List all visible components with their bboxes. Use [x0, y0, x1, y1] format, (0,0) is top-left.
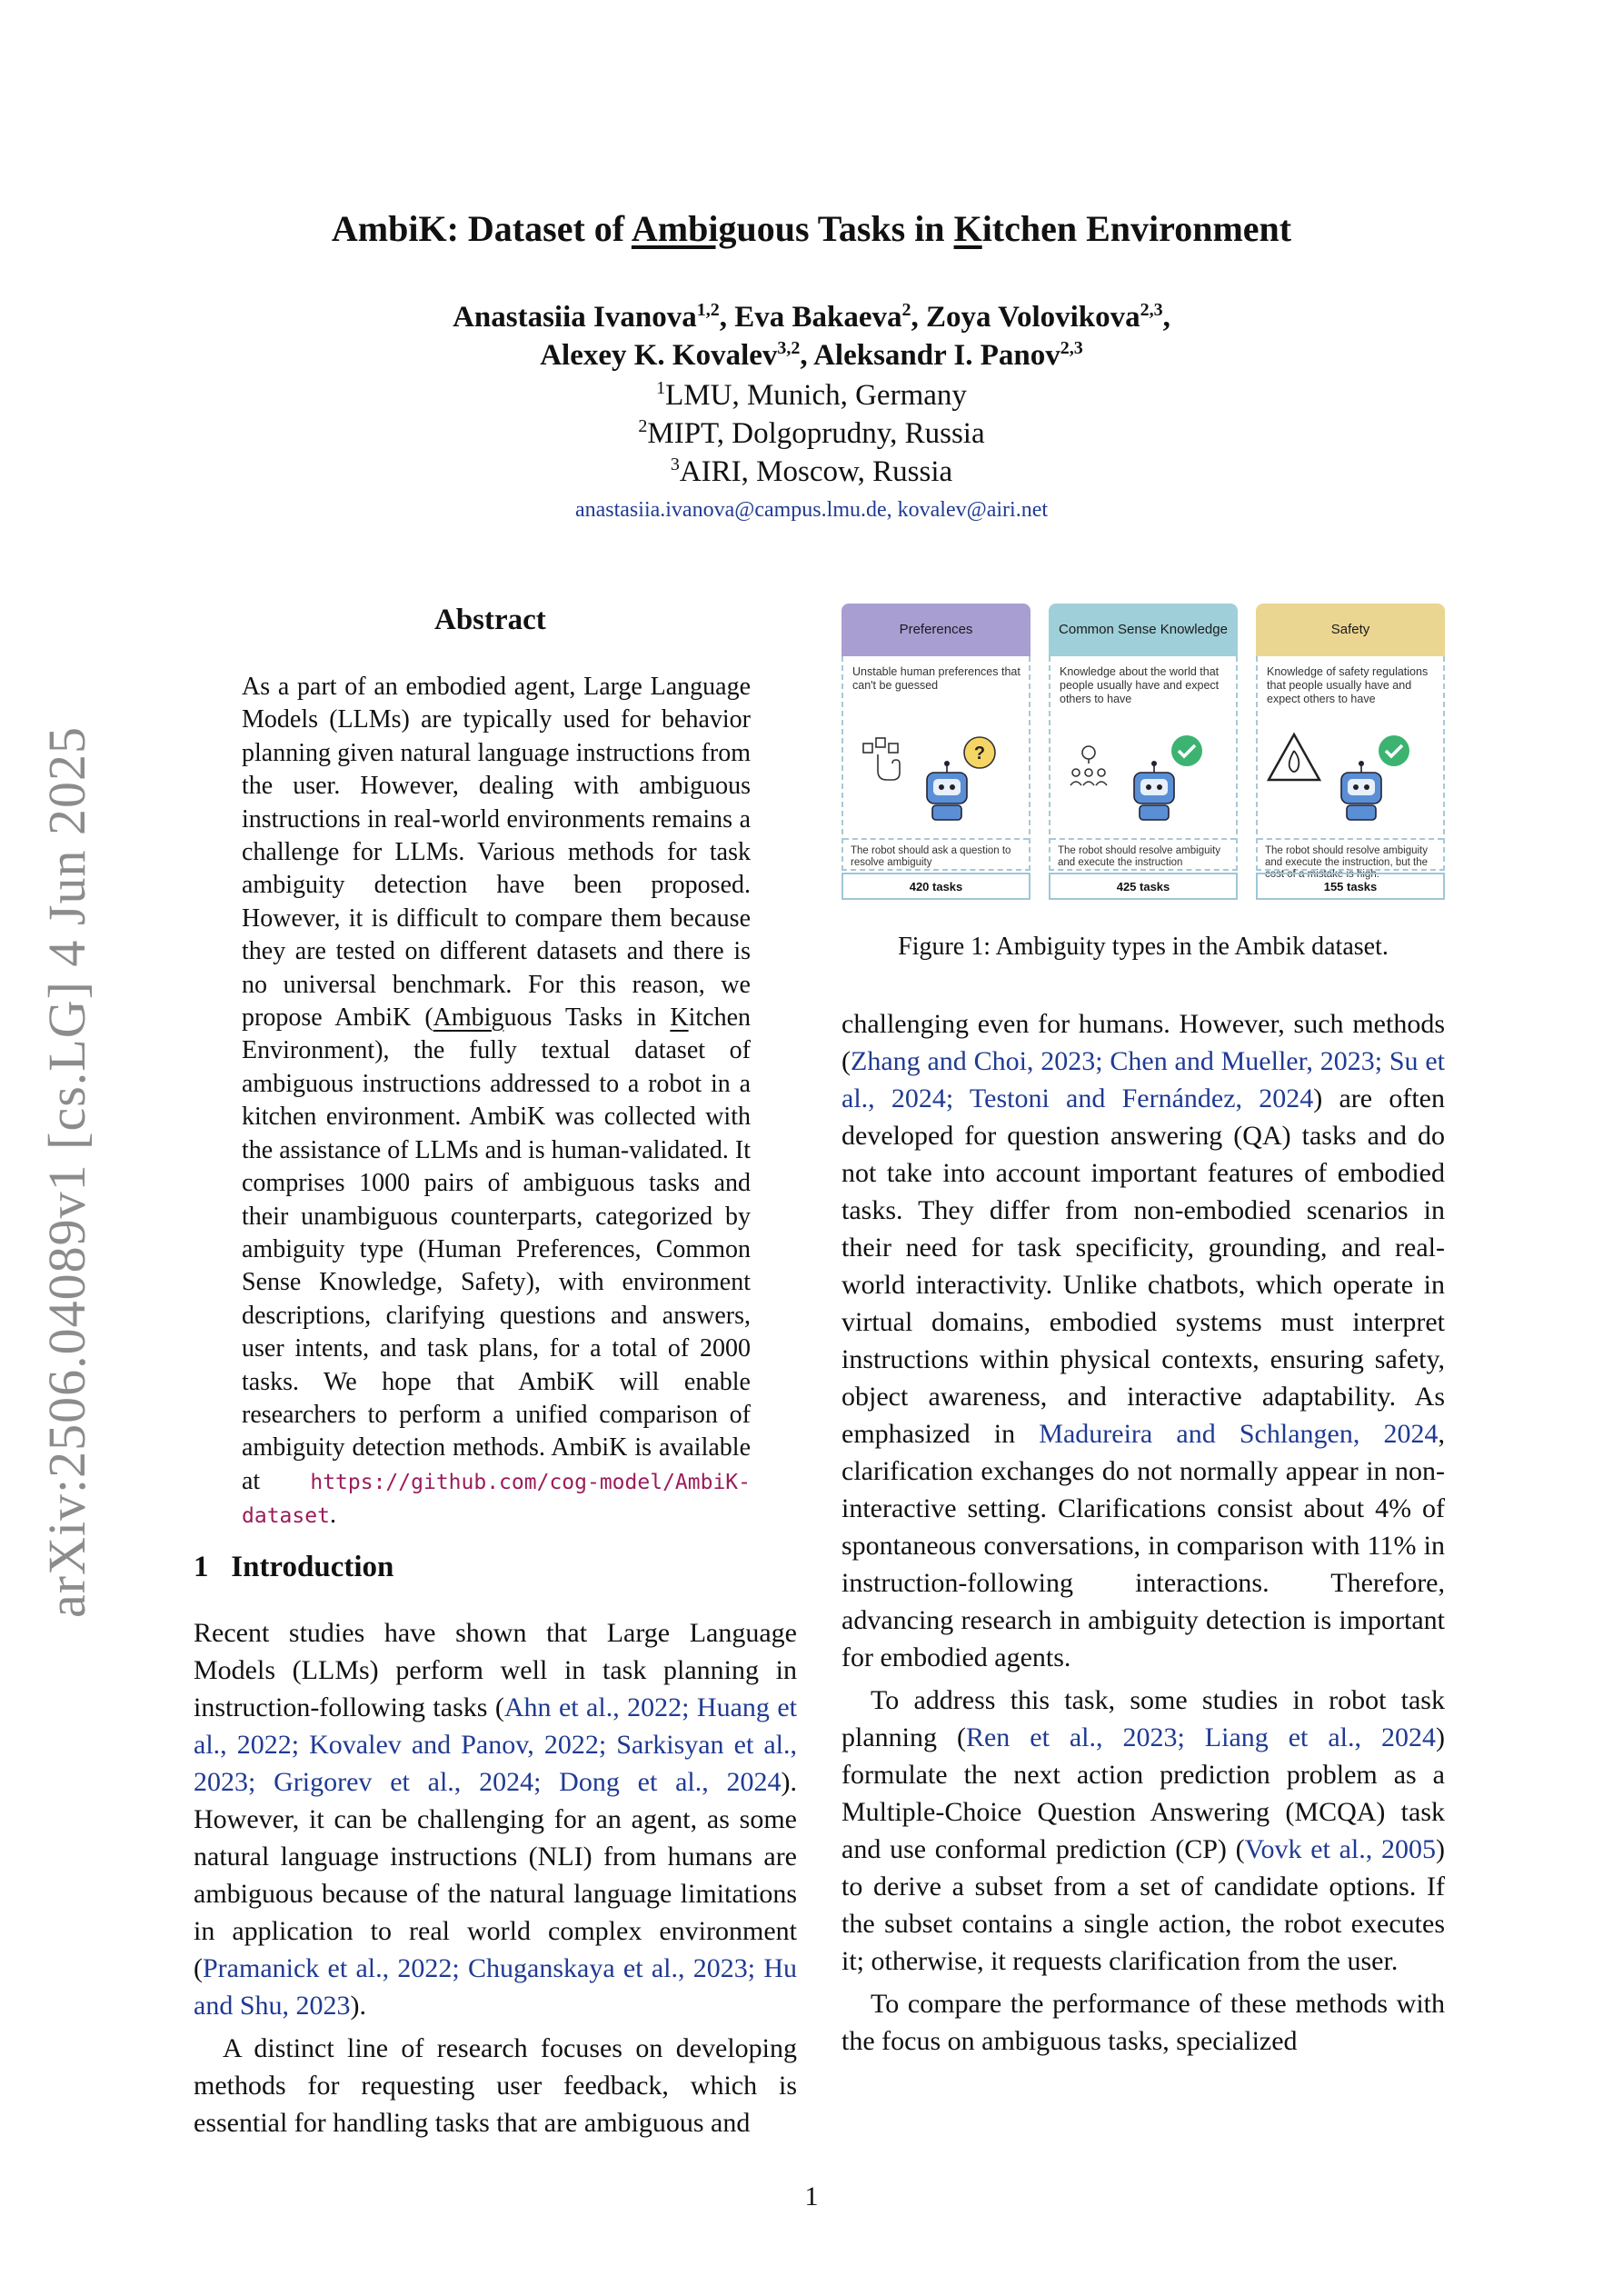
abstract-text: As a part of an embodied agent, Large Language Models (LLMs) are typically used for behavior planning given natural language instructions from the user. However, dealing with ambiguous instructions in real-world environments remains a challenge for LLMs. Various methods for task ambiguity detection have been proposed. However, it is difficult to compare them because they are tested on different datasets and there is no universal benchmark. For this reason, we propose AmbiK (Ambiguous Tasks in Kitchen Environment), the fully textual dataset of ambiguous instructions addressed to a robot in a kitchen environment. AmbiK was collected with the assistance of LLMs and is human-validated. It comprises 1000 pairs of ambiguous tasks and their unambiguous counterparts, categorized by ambiguity type (Human Preferences, Common Sense Knowledge, Safety), with environment descriptions, clarifying questions and answers, user intents, and task plans, for a total of 2000 tasks. We hope that AmbiK will enable researchers to perform a unified comparison of ambiguity detection methods. AmbiK is available at https://github.com/cog-model/AmbiK-dataset.	[242, 673, 751, 1530]
task-count: 420 tasks	[841, 873, 1031, 900]
panel-footer: The robot should ask a question to resolve ambiguity	[843, 838, 1029, 874]
hand-pointing-icon	[863, 738, 900, 780]
panel-safety	[1256, 604, 1445, 905]
paragraph: challenging even for humans. However, such methods (Zhang and Choi, 2023; Chen and Mueller, 2023; Su et al., 2024; Testoni and Fernández, 2024) are often developed for question answering (QA) tasks and do not take into account important features of embodied tasks. They differ from non-embodied scenarios in their need for task specificity, grounding, and real-world interactivity. Unlike chatbots, which operate in virtual domains, embodied systems must interpret instructions within physical contexts, ensuring safety, object awareness, and interactive adaptability. As emphasized in Madureira and Schlangen, 2024, clarification exchanges do not normally appear in non-interactive setting. Clarifications consist about 4% of spontaneous conversations, in comparison with 11% in instruction-following interactions. Therefore, advancing research in ambiguity detection is important for embodied agents.	[841, 1009, 1445, 1672]
task-count: 155 tasks	[1256, 873, 1445, 900]
paragraph: To compare the performance of these methods with the focus on ambiguous tasks, specialized	[841, 1989, 1445, 2056]
arxiv-identifier: arXiv:2506.04089v1 [cs.LG] 4 Jun 2025	[37, 725, 96, 1618]
panel-description: Knowledge about the world that people usually have and expect others to have	[1060, 665, 1220, 705]
author-list: Anastasiia Ivanova$^{1,2}$, Eva Bakaeva$^2$, Zoya Volovikova$^{2,3}$, Alexey K. Kovalev$^{3,2}$, Aleksandr I. Panov$^{2,3}$	[453, 300, 1170, 372]
left-column-body	[194, 1614, 797, 2141]
author-emails[interactable]: anastasiia.ivanova@campus.lmu.de, kovalev@airi.net	[574, 498, 1049, 522]
panel-title: Preferences	[841, 604, 1031, 656]
robot-icon	[927, 761, 967, 820]
citation-link[interactable]: Pramanick et al., 2022; Chuganskaya et al., 2023; Hu and Shu, 2023	[194, 1953, 797, 2021]
robot-illustration	[1258, 707, 1447, 834]
figure-ambiguity-types	[841, 604, 1445, 913]
panel-common-sense	[1049, 604, 1238, 905]
citation-link[interactable]: Vovk et al., 2005	[1244, 1834, 1436, 1864]
page-number: 1	[804, 2181, 819, 2211]
svg-text:?: ?	[973, 744, 986, 764]
fire-warning-icon	[1269, 734, 1319, 780]
abstract-heading: Abstract	[434, 604, 546, 636]
dataset-url-link[interactable]: https://github.com/cog-model/AmbiK-dataset	[242, 1470, 751, 1529]
panel-title: Safety	[1256, 604, 1445, 656]
panel-title: Common Sense Knowledge	[1049, 604, 1238, 656]
panel-footer: The robot should resolve ambiguity and execute the instruction	[1050, 838, 1236, 874]
paper-title: AmbiK: Dataset of Ambiguous Tasks in Kitchen Environment	[331, 208, 1292, 249]
task-count: 425 tasks	[1049, 873, 1238, 900]
citation-link[interactable]: Ren et al., 2023; Liang et al., 2024	[965, 1722, 1436, 1752]
robot-icon	[1134, 761, 1174, 820]
section-heading: 1 Introduction	[194, 1551, 394, 1583]
affiliation-2: $^2$MIPT, Dolgoprudny, Russia	[638, 416, 985, 450]
check-icon	[1171, 735, 1202, 766]
robot-illustration	[843, 707, 1032, 834]
robot-icon	[1341, 761, 1381, 820]
panel-footer: The robot should resolve ambiguity and execute the instruction, but the cost of a mistake is high.	[1258, 838, 1443, 886]
figure-caption: Figure 1: Ambiguity types in the Ambik dataset.	[898, 933, 1389, 961]
citation-link[interactable]: Zhang and Choi, 2023; Chen and Mueller, 2023; Su et al., 2024; Testoni and Fernández, 2024	[841, 1046, 1445, 1113]
affiliation-3: $^3$AIRI, Moscow, Russia	[670, 454, 953, 488]
paragraph: A distinct line of research focuses on developing methods for requesting user feedback, which is essential for handling tasks that are ambiguous and	[194, 2033, 797, 2138]
question-mark-icon	[964, 737, 995, 768]
citation-link[interactable]: Madureira and Schlangen, 2024	[1039, 1419, 1439, 1449]
panel-description: Knowledge of safety regulations that people usually have and expect others to have	[1267, 665, 1429, 705]
check-icon	[1379, 735, 1409, 766]
lightbulb-people-icon	[1070, 746, 1107, 785]
panel-preferences	[841, 604, 1031, 905]
paragraph: Recent studies have shown that Large Language Models (LLMs) perform well in task planning in instruction-following tasks (Ahn et al., 2022; Huang et al., 2022; Kovalev and Panov, 2022; Sarkisyan et al., 2023; Grigorev et al., 2024; Dong et al., 2024). However, it can be challenging for an agent, as some natural language instructions (NLI) from humans are ambiguous because of the natural language limitations in application to real world complex environment (Pramanick et al., 2022; Chuganskaya et al., 2023; Hu and Shu, 2023).	[194, 1618, 798, 2021]
panel-description: Unstable human preferences that can't be guessed	[852, 665, 1021, 692]
affiliations	[0, 376, 1623, 491]
paragraph: To address this task, some studies in robot task planning (Ren et al., 2023; Liang et al., 2024) formulate the next action prediction problem as a Multiple-Choice Question Answering (MCQA) task and use conformal prediction (CP) (Vovk et al., 2005) to derive a subset from a set of candidate options. If the subset contains a single action, the robot executes it; otherwise, it requests clarification from the user.	[841, 1685, 1445, 1976]
citation-link[interactable]: Ahn et al., 2022; Huang et al., 2022; Kovalev and Panov, 2022; Sarkisyan et al., 2023; Grigorev et al., 2024; Dong et al., 2024	[194, 1692, 798, 1797]
right-column-body	[841, 1005, 1445, 2060]
affiliation-1: $^1$LMU, Munich, Germany	[656, 378, 967, 412]
robot-illustration	[1050, 707, 1240, 834]
